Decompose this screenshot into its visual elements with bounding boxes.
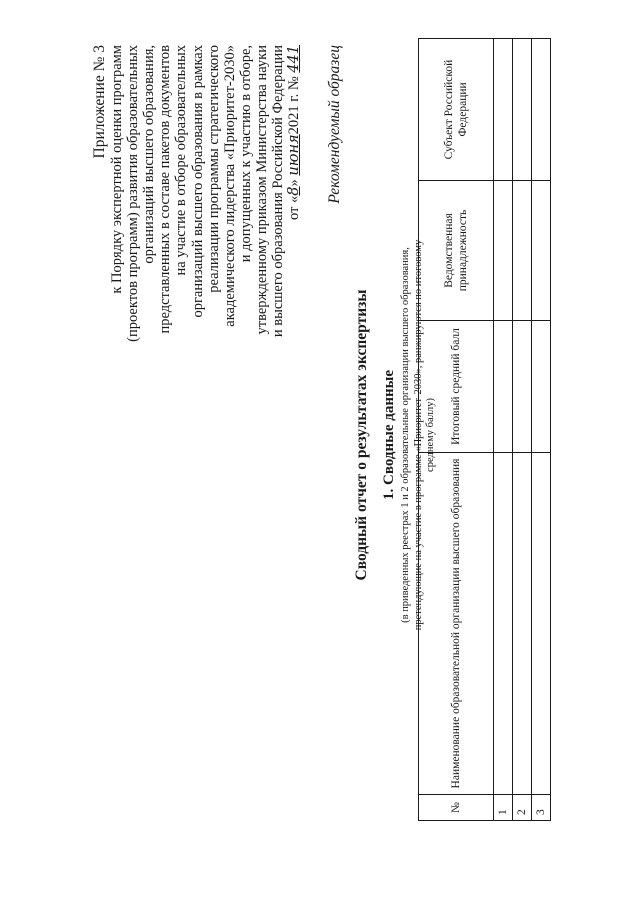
row-number: 1 <box>494 795 513 821</box>
date-day: 8 <box>286 186 303 196</box>
order-number: 441 <box>286 45 303 73</box>
table-cell <box>532 321 551 453</box>
section-note: (в приведенных реестрах 1 и 2 образовательные организации высшего образования, <box>400 247 411 623</box>
table-cell <box>494 39 513 181</box>
table-cell <box>532 181 551 321</box>
date-year: 2021 г. № <box>286 72 303 135</box>
table-cell <box>494 453 513 795</box>
appendix-line: организаций высшего образования в рамках <box>189 45 206 318</box>
column-header-department: Ведомственная принадлежность <box>419 181 494 321</box>
section-note: претендующие на участие в программе «Приоритет-2030», ранжируются по итоговому среднему баллу) <box>412 239 436 631</box>
table-cell <box>532 453 551 795</box>
row-number: 2 <box>513 795 532 821</box>
table-cell <box>513 453 532 795</box>
appendix-line: и допущенных к участию в отборе, <box>237 45 254 263</box>
appendix-line: к Порядку экспертной оценки программ <box>109 45 126 294</box>
table-cell <box>513 39 532 181</box>
appendix-line: (проектов программ) развития образовательных <box>125 45 142 342</box>
table-cell <box>513 181 532 321</box>
summary-table-wrap <box>418 39 551 821</box>
table-row <box>532 39 551 821</box>
date-prefix: от « <box>286 195 303 220</box>
table-cell <box>532 39 551 181</box>
table-header-row <box>419 39 494 821</box>
appendix-line: академического лидерства «Приоритет-2030» <box>221 45 238 327</box>
appendix-line: представленных в составе пакетов документов <box>157 45 174 334</box>
appendix-date-line <box>286 45 302 345</box>
sample-label: Рекомендуемый образец <box>326 45 343 204</box>
appendix-title: Приложение № 3 <box>91 45 108 159</box>
section-title: 1. Сводные данные <box>381 370 397 500</box>
table-row <box>513 39 532 821</box>
column-header-region: Субъект Российской Федерации <box>419 39 494 181</box>
date-mid: » <box>286 175 303 187</box>
date-month: июня <box>286 134 303 176</box>
table-row <box>494 39 513 821</box>
summary-table <box>418 38 551 821</box>
appendix-line: организаций высшего образования, <box>141 45 158 264</box>
appendix-header <box>92 45 302 345</box>
column-header-score: Итоговый средний балл <box>419 321 494 453</box>
column-header-organization: Наименование образовательной организации высшего образования <box>419 453 494 795</box>
table-cell <box>513 321 532 453</box>
column-header-number: № <box>419 795 494 821</box>
row-number: 3 <box>532 795 551 821</box>
report-title: Сводный отчет о результатах экспертизы <box>353 289 370 581</box>
table-cell <box>494 321 513 453</box>
table-cell <box>494 181 513 321</box>
appendix-line: на участие в отборе образовательных <box>173 45 190 276</box>
appendix-line: реализации программы стратегического <box>205 45 222 293</box>
appendix-line: утвержденному приказом Министерства науки <box>253 45 270 335</box>
appendix-line: и высшего образования Российской Федерации <box>270 45 287 338</box>
